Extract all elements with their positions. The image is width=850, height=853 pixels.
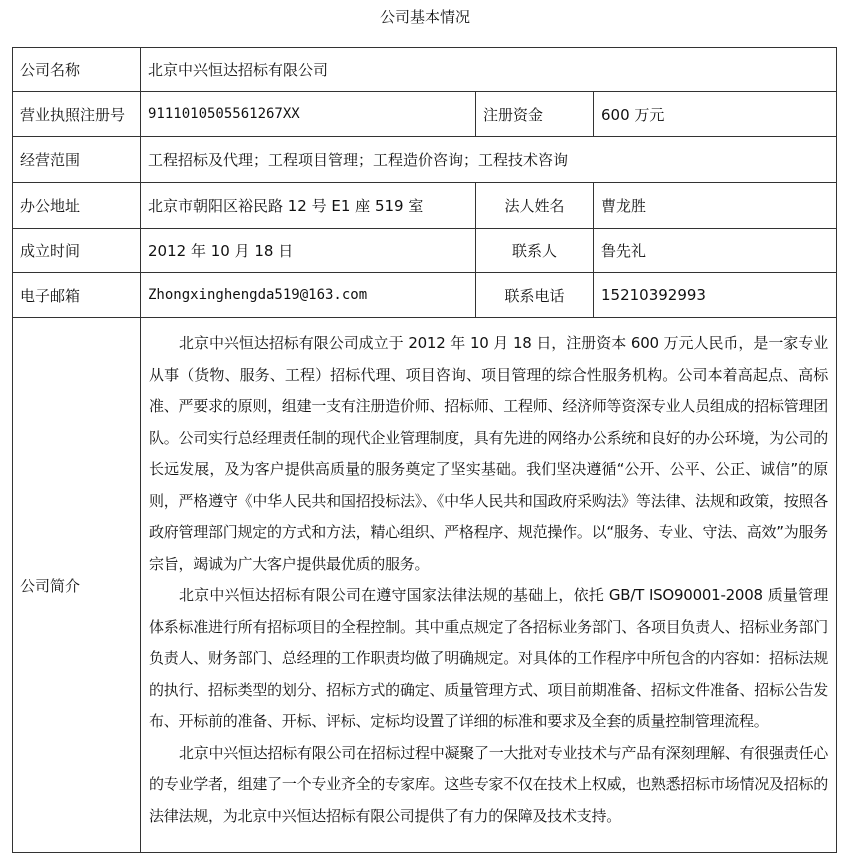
legal-rep-label: 法人姓名	[476, 183, 594, 229]
founded-row	[13, 229, 837, 273]
email-row	[13, 273, 837, 318]
address-row	[13, 183, 837, 229]
contact-value: 鲁先礼	[594, 229, 837, 273]
company-name-label: 公司名称	[13, 48, 141, 92]
intro-row	[13, 318, 837, 853]
founded-label: 成立时间	[13, 229, 141, 273]
contact-label: 联系人	[476, 229, 594, 273]
phone-label: 联系电话	[476, 273, 594, 318]
company-name-row	[13, 48, 837, 92]
company-info-table	[12, 47, 837, 853]
intro-paragraph: 北京中兴恒达招标有限公司在招标过程中凝聚了一大批对专业技术与产品有深刻理解、有很强责任心的专业学者，组建了一个专业齐全的专家库。这些专家不仅在技术上权威，也熟悉招标市场情况及招标的法律法规，为北京中兴恒达招标有限公司提供了有力的保障及技术支持。	[149, 743, 829, 825]
company-name-value: 北京中兴恒达招标有限公司	[141, 48, 837, 92]
legal-rep-value: 曹龙胜	[594, 183, 837, 229]
scope-row	[13, 137, 837, 183]
scope-label: 经营范围	[13, 137, 141, 183]
license-value: 911101050556​1267XX	[141, 92, 476, 137]
email-value: Zhongxinghengda519@163.com	[141, 273, 476, 318]
founded-value: 2012 年 10 月 18 日	[141, 229, 476, 273]
intro-paragraph: 北京中兴恒达招标有限公司在遵守国家法律法规的基础上，依托 GB/T ISO90001-2008 质量管理体系标准进行所有招标项目的全程控制。其中重点规定了各招标业务部门、各项目负责人、招标业务部门负责人、财务部门、总经理的工作职责均做了明确规定。对具体的工作程序中所包含的内容如：招标法规的执行、招标类型的划分、招标方式的确定、质量管理方式、项目前期准备、招标文件准备、招标公告发布、开标前的准备、开标、评标、定标均设置了详细的标准和要求及全套的质量控制管理流程。	[149, 586, 829, 730]
capital-value: 600 万元	[594, 92, 837, 137]
license-label: 营业执照注册号	[13, 92, 141, 137]
intro-text	[141, 318, 837, 853]
email-label: 电子邮箱	[13, 273, 141, 318]
phone-value: 15210392993	[594, 273, 837, 318]
intro-paragraph: 北京中兴恒达招标有限公司成立于 2012 年 10 月 18 日，注册资本 600 万元人民币，是一家专业从事（货物、服务、工程）招标代理、项目咨询、项目管理的综合性服务机构。公司本着高起点、高标准、严要求的原则，组建一支有注册造价师、招标师、工程师、经济师等资深专业人员组成的招标管理团队。公司实行总经理责任制的现代企业管理制度，具有先进的网络办公系统和良好的办公环境，为公司的长远发展，及为客户提供高质量的服务奠定了坚实基础。我们坚决遵循“公开、公平、公正、诚信”的原则，严格遵守《中华人民共和国招投标法》、《中华人民共和国政府采购法》等法律、法规和政策，按照各政府管理部门规定的方式和方法，精心组织、严格程序、规范操作。以“服务、专业、守法、高效”为服务宗旨，竭诚为广大客户提供最优质的服务。	[149, 334, 829, 573]
capital-label: 注册资金	[476, 92, 594, 137]
license-row	[13, 92, 837, 137]
address-value: 北京市朝阳区裕民路 12 号 E1 座 519 室	[141, 183, 476, 229]
page-title: 公司基本情况	[379, 8, 470, 26]
address-label: 办公地址	[13, 183, 141, 229]
scope-value: 工程招标及代理；工程项目管理；工程造价咨询；工程技术咨询	[141, 137, 837, 183]
intro-label: 公司简介	[13, 318, 141, 853]
